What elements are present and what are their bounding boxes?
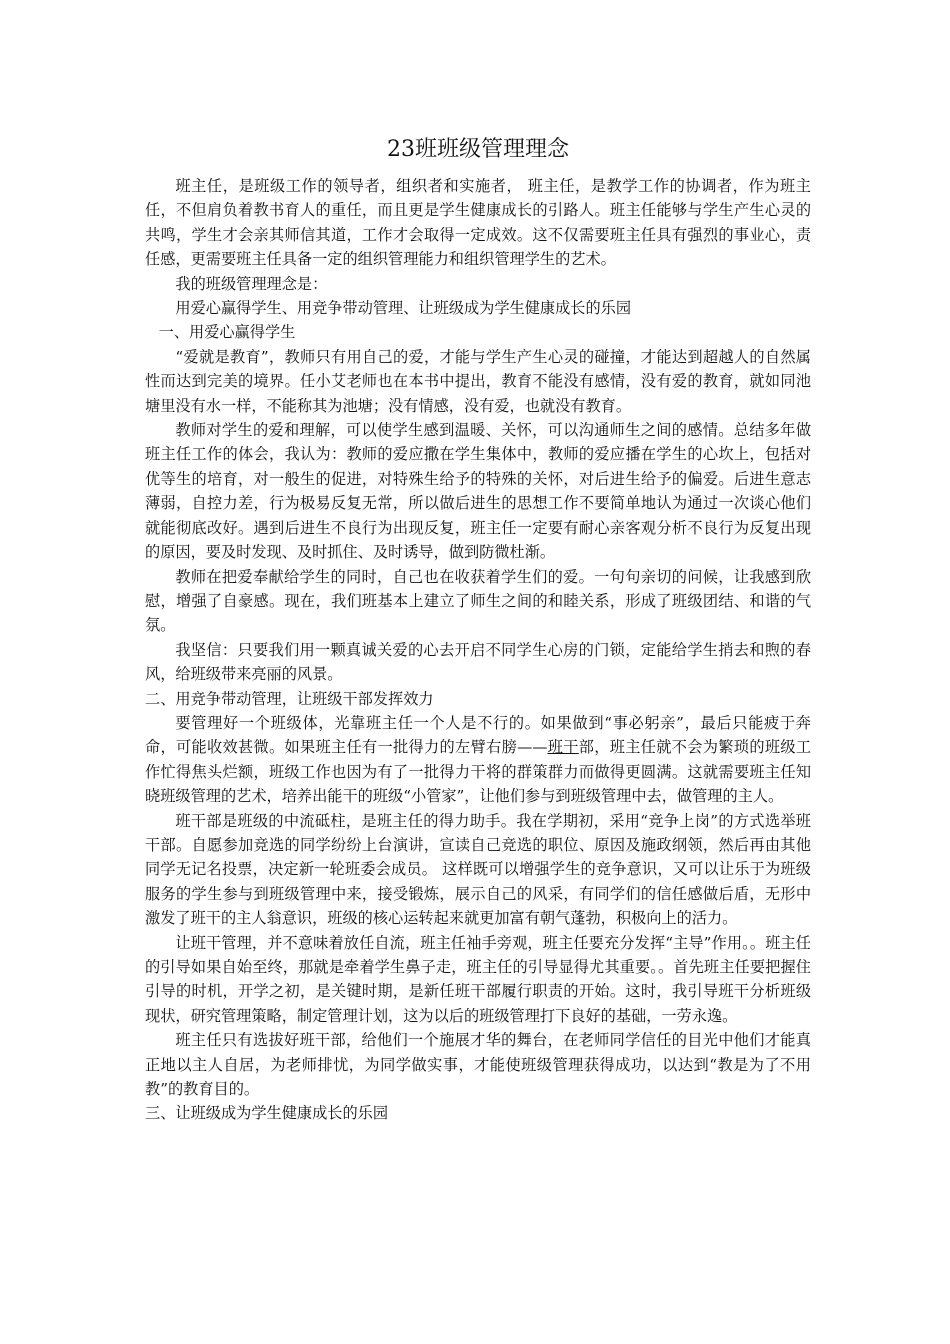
- document-title: 23班班级管理理念: [387, 137, 569, 162]
- paragraph-belief: 我坚信：只要我们用一颗真诚关爱的心去开启不同学生心房的门锁，定能给学生捎去和煦的春风，给班级带来亮丽的风景。: [145, 640, 811, 684]
- paragraph-love-education: “爱就是教育”，教师只有用自己的爱，才能与学生产生心灵的碰撞，才能达到超越人的自然属性而达到完美的境界。任小艾老师也在本书中提出，教育不能没有感情，没有爱的教育，就如同池塘里没有水一样，不能称其为池塘；没有情感，没有爱，也就没有教育。: [145, 347, 811, 415]
- paragraph-philosophy-statement: 用爱心赢得学生、用竞争带动管理、让班级成为学生健康成长的乐园: [175, 299, 632, 318]
- section-heading-1: 一、用爱心赢得学生: [158, 323, 296, 342]
- paragraph-guidance: 让班干管理，并不意味着放任自流，班主任袖手旁观，班主任要充分发挥“主导”作用。。班主任的引导如果自始至终，那就是牵着学生鼻子走，班主任的引导显得尤其重要。。首先班主任要把握住引导的时机，开学之初，是关键时期，是新任班干部履行职责的开始。这时，我引导班干分析班级现状，研究管理策略，制定管理计划，这为以后的班级管理打下良好的基础，一劳永逸。: [145, 933, 811, 1025]
- paragraph-class-cadre: 班干部是班级的中流砥柱，是班主任的得力助手。我在学期初，采用“竞争上岗”的方式选举班干部。自愿参加竞选的同学纷纷上台演讲，宣读自己竞选的职位、原因及施政纲领，然后再由其他同学无记名投票，决定新一轮班委会成员。 这样既可以增强学生的竞争意识，又可以让乐于为班级服务的学生参与到班级管理中来，接受锻炼，展示自己的风采，有同学们的信任感做后盾，无形中激发了班干的主人翁意识，班级的核心运转起来就更加富有朝气蓬勃，积极向上的活力。: [145, 811, 811, 928]
- paragraph-teacher-love: 教师对学生的爱和理解，可以使学生感到温暖、关怀，可以沟通师生之间的感情。总结多年做班主任工作的体会，我认为：教师的爱应撒在学生集体中，教师的爱应播在学生的心坎上，包括对优等生的培育，对一般生的促进，对特殊生给予的特殊的关怀，对后进生给予的偏爱。后进生意志薄弱，自控力差，行为极易反复无常，所以做后进生的思想工作不要简单地认为通过一次谈心他们就能彻底改好。遇到后进生不良行为出现反复，班主任一定要有耐心亲客观分析不良行为反复出现的原因，要及时发现、及时抓住、及时诱导，做到防微杜渐。: [145, 421, 811, 562]
- paragraph-reward: 教师在把爱奉献给学生的同时，自己也在收获着学生们的爱。一句句亲切的问候，让我感到欣慰，增强了自豪感。现在，我们班基本上建立了师生之间的和睦关系，形成了班级团结、和谐的气氛。: [145, 567, 811, 635]
- class-cadre-link[interactable]: 班干: [547, 738, 579, 757]
- document-page: [145, 134, 811, 1126]
- paragraph-class-management-text-1: 要管理好一个班级体，光靠班主任一个人是不行的。如果做到“事必躬亲”，最后只能疲于奔命，可能收效甚微。如果班主任有一批得力的左臂右膀——: [145, 713, 811, 757]
- paragraph-success: 班主任只有选拔好班干部，给他们一个施展才华的舞台，在老师同学信任的目光中他们才能真正地以主人自居，为老师排忧，为同学做实事，才能使班级管理获得成功，以达到“教是为了不用教”的教育目的。: [145, 1031, 811, 1099]
- paragraph-intro: 班主任，是班级工作的领导者，组织者和实施者， 班主任，是教学工作的协调者，作为班主任，不但肩负着教书育人的重任，而且更是学生健康成长的引路人。班主任能够与学生产生心灵的共鸣，学生才会亲其师信其道，工作才会取得一定成效。这不仅需要班主任具有强烈的事业心，责任感，更需要班主任具备一定的组织管理能力和组织管理学生的艺术。: [145, 177, 811, 269]
- section-heading-2: 二、用竞争带动管理，让班级干部发挥效力: [145, 689, 434, 708]
- section-heading-3: 三、让班级成为学生健康成长的乐园: [145, 1104, 388, 1123]
- paragraph-class-management: [145, 711, 811, 809]
- paragraph-class-management-text-2: 部，班主任就不会为繁琐的班级工作忙得焦头烂额，班级工作也因为有了一批得力干将的群策群力而做得更圆满。这就需要班主任知晓班级管理的艺术，培养出能干的班级“小管家”，让他们参与到班级管理中去，做管理的主人。: [145, 738, 812, 806]
- paragraph-philosophy-lead: 我的班级管理理念是：: [175, 274, 328, 293]
